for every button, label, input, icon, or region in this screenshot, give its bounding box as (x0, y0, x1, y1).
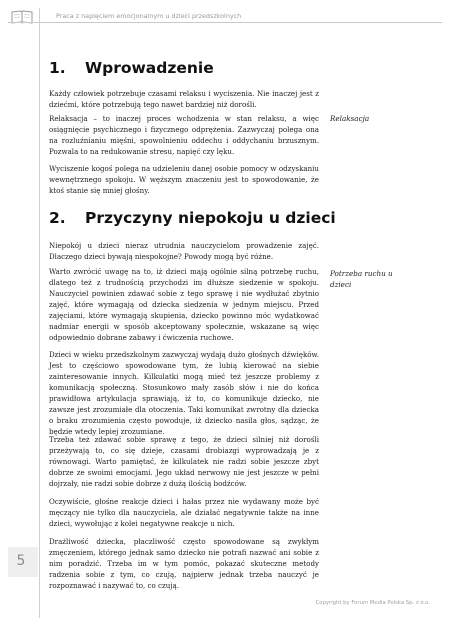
section-number: 2. (49, 209, 66, 227)
paragraph: Każdy człowiek potrzebuje czasami relaksu i wyciszenia. Nie inaczej jest z dziećmi, które potrzebują tego nawet bardziej niż dorośli. (49, 89, 319, 109)
copyright-footer: Copyright by Forum Media Polska Sp. z o.o. (315, 600, 430, 606)
paragraph: Warto zwrócić uwagę na to, iż dzieci mają ogólnie silną potrzebę ruchu, dlatego też z trudnością przychodzi im dłuższe siedzenie w spokoju. Nauczyciel powinien zdawać sobie z tego sprawę i nie wydłużać zbytnio zajęć, które wymagają od dziecka siedzenia w jednym miejscu. Przed zajęciami, które wymagają skupienia, dziecko powinno móc wydatkować nadmiar energii w sposób akceptowany społecznie, wskazane są więc odpowiednio dobrane zabawy i ćwiczenia ruchowe. (49, 267, 319, 342)
section-heading-2 (49, 209, 336, 227)
section-title: Przyczyny niepokoju u dzieci (85, 209, 336, 227)
paragraph: Trzeba też zdawać sobie sprawę z tego, że dzieci silniej niż dorośli przeżywają to, co się dzieje, czasami drobiazgi wyprowadzają je z równowagi. Warto pamiętać, że kilkulatek nie radzi sobie jeszcze zbyt dobrze ze swoimi emocjami. Jego układ nerwowy nie jest jeszcze w pełni dojrzały, nie radzi sobie dobrze z dużą ilością bodźców. (49, 435, 319, 488)
margin-rule (39, 8, 40, 618)
section-heading-1 (49, 59, 214, 77)
paragraph: Wyciszenie kogoś polega na udzieleniu danej osobie pomocy w odzyskaniu wewnętrznego spokoju. W węższym znaczeniu jest to spowodowanie, że ktoś stanie się mniej głośny. (49, 164, 319, 195)
paragraph: Dzieci w wieku przedszkolnym zazwyczaj wydają dużo głośnych dźwięków. Jest to częściowo spowodowane tym, że lubią kierować na siebie zainteresowanie innych. Kilkulatki mogą mieć też jeszcze problemy z komunikacją społeczną. Stosunkowo mały zasób słów i nie do końca prawidłowa artykulacja sprawiają, iż to, co komunikuje dziecko, nie zawsze jest zrozumiałe dla otoczenia. Taki komunikat zwrotny dla dziecka o braku zrozumienia często powoduje, iż dziecko nasila głos, sądząc, że będzie wtedy lepiej zrozumiane. (49, 350, 319, 436)
paragraph: Relaksacja – to inaczej proces wchodzenia w stan relaksu, a więc osiągnięcie psychicznego i fizycznego odprężenia. Zazwyczaj polega ona na rozluźnianiu mięśni, spowolnieniu oddechu i oddychaniu brzusznym. Pozwala to na redukowanie stresu, napięć czy lęku. (49, 114, 319, 156)
paragraph: Oczywiście, głośne reakcje dzieci i hałas przez nie wydawany może być męczący nie tylko dla nauczyciela, ale działać negatywnie także na inne dzieci, wywołując z kolei negatywne reakcje u nich. (49, 497, 319, 528)
section-number: 1. (49, 59, 66, 77)
page-number: 5 (16, 553, 26, 569)
margin-note: Potrzeba ruchu u dzieci (330, 269, 393, 289)
header-rule (8, 22, 442, 23)
paragraph: Drażliwość dziecka, płaczliwość często spowodowane są zwykłym zmęczeniem, którego jednak samo dziecko nie potrafi nazwać ani sobie z nim poradzić. Trzeba im w tym pomóc, pokazać skuteczne metody radzenia sobie z tym, co czują, najpierw jednak trzeba nauczyć je rozpoznawać i nazywać to, co czują. (49, 537, 319, 590)
section-title: Wprowadzenie (85, 59, 214, 77)
running-header: Praca z napięciem emocjonalnym u dzieci przedszkolnych (56, 12, 242, 20)
paragraph: Niepokój u dzieci nieraz utrudnia nauczycielom prowadzenie zajęć. Dlaczego dzieci bywają niespokojne? Powody mogą być różne. (49, 241, 319, 261)
margin-note: Relaksacja (330, 114, 370, 123)
